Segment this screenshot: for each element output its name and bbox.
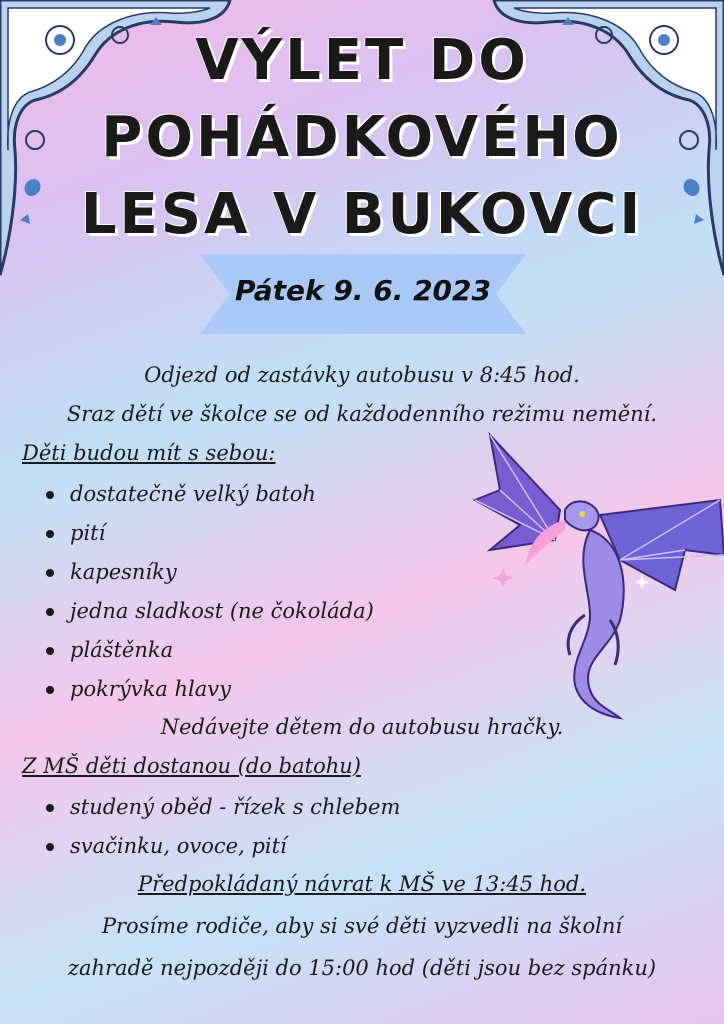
list-item: pokrývka hlavy <box>22 670 374 709</box>
bring-heading: Děti budou mít s sebou: <box>22 441 276 465</box>
no-toys-note: Nedávejte dětem do autobusu hračky. <box>160 715 564 739</box>
bring-list <box>22 475 374 709</box>
list-item: jedna sladkost (ne čokoláda) <box>22 592 374 631</box>
departure-info: Odjezd od zastávky autobusu v 8:45 hod. <box>144 363 580 387</box>
event-date: Pátek 9. 6. 2023 <box>234 274 492 307</box>
list-item: pláštěnka <box>22 631 374 670</box>
school-heading: Z MŠ děti dostanou (do batohu) <box>22 754 361 778</box>
pickup-line-2: zahradě nejpozději do 15:00 hod (děti jsou bez spánku) <box>67 956 657 980</box>
title-line-2: POHÁDKOVÉHO <box>101 105 623 170</box>
list-item: studený oběd - řízek s chlebem <box>22 788 400 827</box>
return-info: Předpokládaný návrat k MŠ ve 13:45 hod. <box>137 872 587 896</box>
list-item: pití <box>22 514 374 553</box>
school-list <box>22 788 400 866</box>
date-ribbon <box>200 254 526 334</box>
dragon-illustration-icon <box>470 430 724 720</box>
page-title <box>0 22 724 253</box>
title-line-3: LESA V BUKOVCI <box>80 182 644 247</box>
list-item: kapesníky <box>22 553 374 592</box>
pickup-line-1: Prosíme rodiče, aby si své děti vyzvedli na školní <box>101 914 623 938</box>
list-item: dostatečně velký batoh <box>22 475 374 514</box>
title-line-1: VÝLET DO <box>195 28 529 93</box>
meeting-info: Sraz dětí ve školce se od každodenního režimu nemění. <box>66 402 658 426</box>
list-item: svačinku, ovoce, pití <box>22 827 400 866</box>
